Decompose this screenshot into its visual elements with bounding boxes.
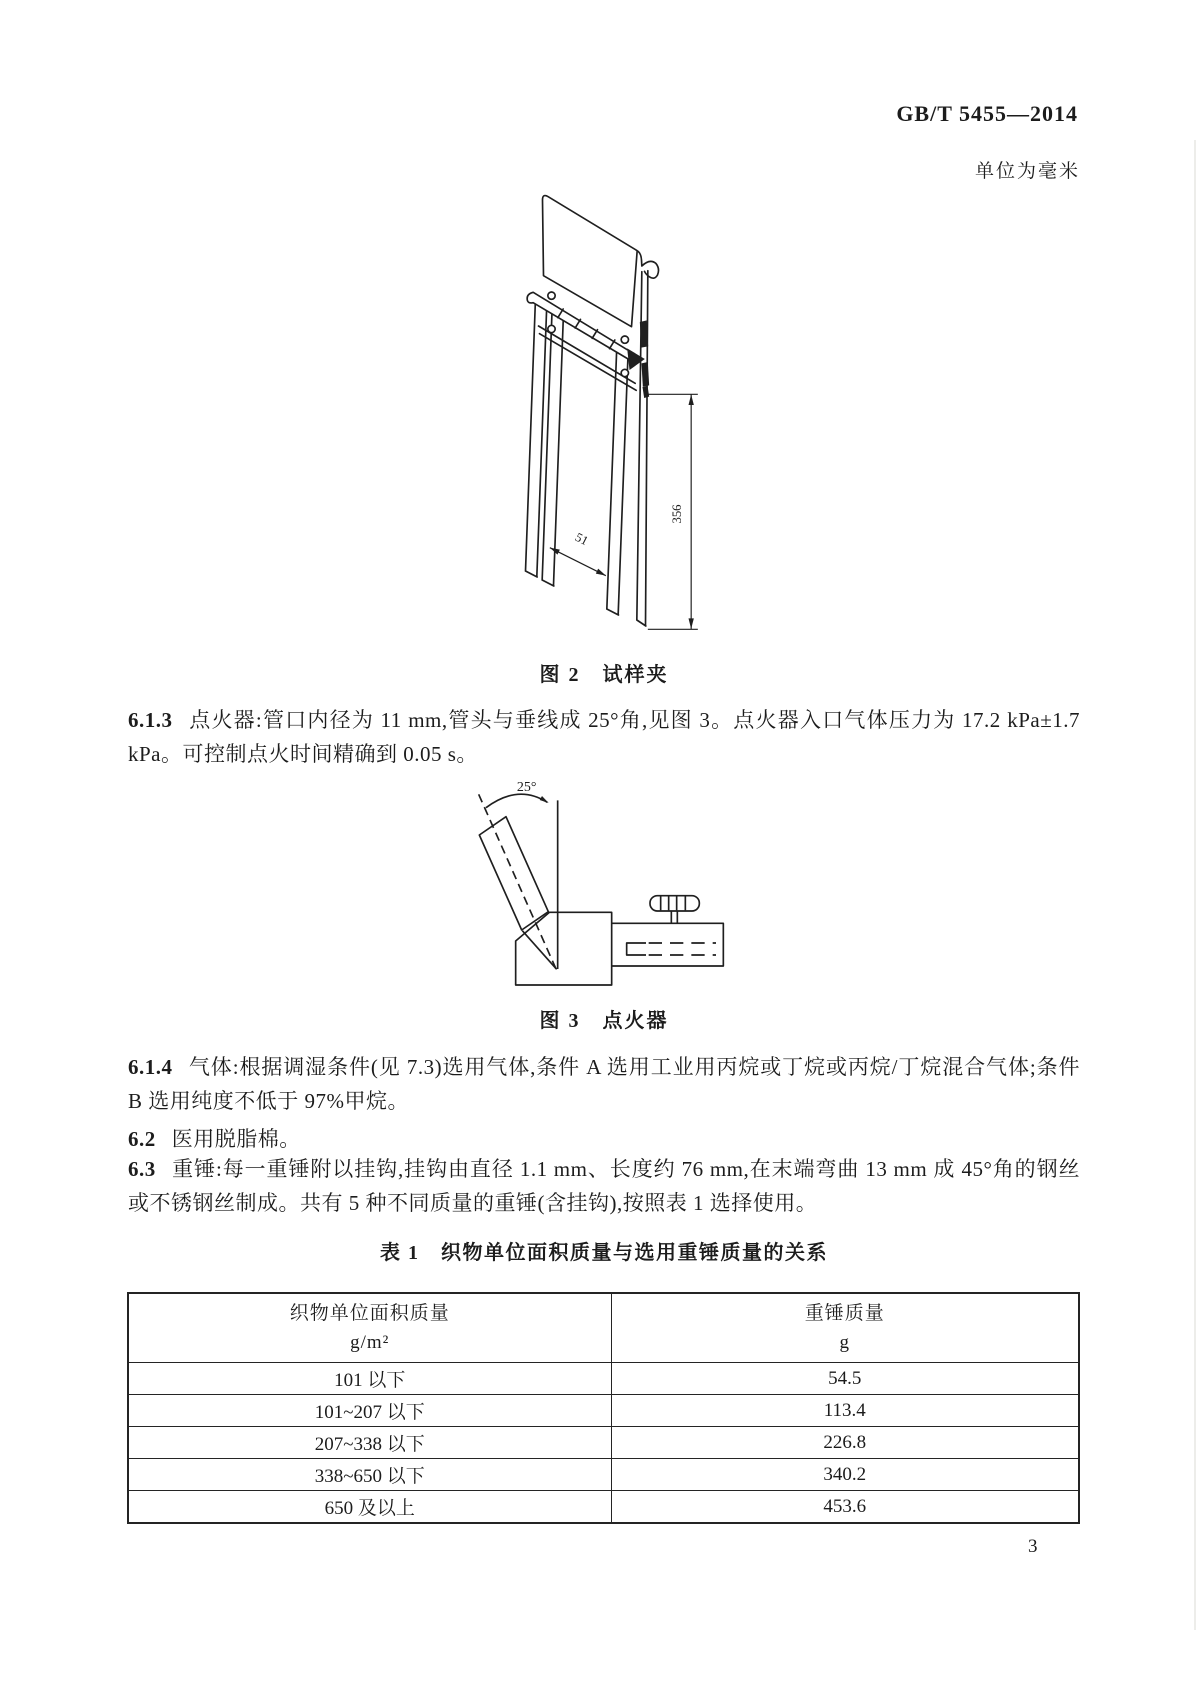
- weight-mass-value: 113.4: [611, 1395, 1079, 1427]
- table-row: [128, 1491, 1079, 1524]
- column-header-weight-mass: [611, 1293, 1079, 1363]
- column-title: 织物单位面积质量: [289, 1303, 450, 1324]
- table-header-row: [128, 1293, 1079, 1363]
- column-unit: g/m²: [350, 1332, 390, 1353]
- standard-number: GB/T 5455—2014: [896, 101, 1078, 126]
- table-1-title: 表 1 织物单位面积质量与选用重锤质量的关系: [380, 1242, 828, 1264]
- fabric-mass-range: 207~338 以下: [128, 1427, 611, 1459]
- table-1-weight-selection: [127, 1292, 1080, 1524]
- fabric-mass-range: 650 及以上: [128, 1491, 611, 1524]
- weight-mass-value: 453.6: [611, 1491, 1079, 1524]
- section-6-3: [128, 1152, 1080, 1220]
- section-6-1-4: [128, 1050, 1080, 1118]
- clamp-black-markings: [550, 320, 694, 629]
- section-text: 重锤:每一重锤附以挂钩,挂钩由直径 1.1 mm、长度约 76 mm,在末端弯曲 13 mm 成 45°角的钢丝或不锈钢丝制成。共有 5 种不同质量的重锤(含挂钩),按照表 1 选择使用。: [128, 1157, 1080, 1215]
- unit-note: 单位为毫米: [974, 161, 1080, 182]
- weight-mass-value: 226.8: [611, 1427, 1079, 1459]
- section-number: 6.2: [128, 1127, 156, 1151]
- column-header-fabric-mass: [128, 1293, 611, 1363]
- figure-2-specimen-clamp-drawing: [460, 160, 710, 640]
- weight-mass-value: 54.5: [611, 1363, 1079, 1395]
- fabric-mass-range: 101 以下: [128, 1363, 611, 1395]
- section-6-1-3: [128, 703, 1080, 771]
- section-text: 医用脱脂棉。: [171, 1127, 301, 1151]
- section-text: 点火器:管口内径为 11 mm,管头与垂线成 25°角,见图 3。点火器入口气体压力为 17.2 kPa±1.7 kPa。可控制点火时间精确到 0.05 s。: [128, 708, 1080, 766]
- table-row: [128, 1395, 1079, 1427]
- section-number: 6.1.4: [128, 1055, 173, 1079]
- angle-label-25deg: 25°: [516, 780, 537, 795]
- section-number: 6.1.3: [128, 708, 173, 732]
- figure-2-caption: 图 2 试样夹: [539, 664, 669, 686]
- dimension-label-356: 356: [669, 504, 684, 524]
- table-row: [128, 1427, 1079, 1459]
- section-6-2: [128, 1122, 1080, 1156]
- section-number: 6.3: [128, 1157, 156, 1181]
- table-row: [128, 1363, 1079, 1395]
- column-unit: g: [839, 1332, 850, 1353]
- page-edge-line: [1194, 140, 1196, 1630]
- page-number: 3: [1028, 1536, 1038, 1557]
- dimension-label-51: 51: [572, 529, 591, 549]
- figure-3-caption: 图 3 点火器: [539, 1010, 669, 1032]
- fabric-mass-range: 338~650 以下: [128, 1459, 611, 1491]
- figure-3-igniter-drawing: [430, 765, 760, 990]
- column-title: 重锤质量: [804, 1303, 885, 1324]
- section-text: 气体:根据调湿条件(见 7.3)选用气体,条件 A 选用工业用丙烷或丁烷或丙烷/丁烷混合气体;条件 B 选用纯度不低于 97%甲烷。: [128, 1055, 1080, 1113]
- table-row: [128, 1459, 1079, 1491]
- weight-mass-value: 340.2: [611, 1459, 1079, 1491]
- fabric-mass-range: 101~207 以下: [128, 1395, 611, 1427]
- angle-arrowhead: [540, 796, 549, 803]
